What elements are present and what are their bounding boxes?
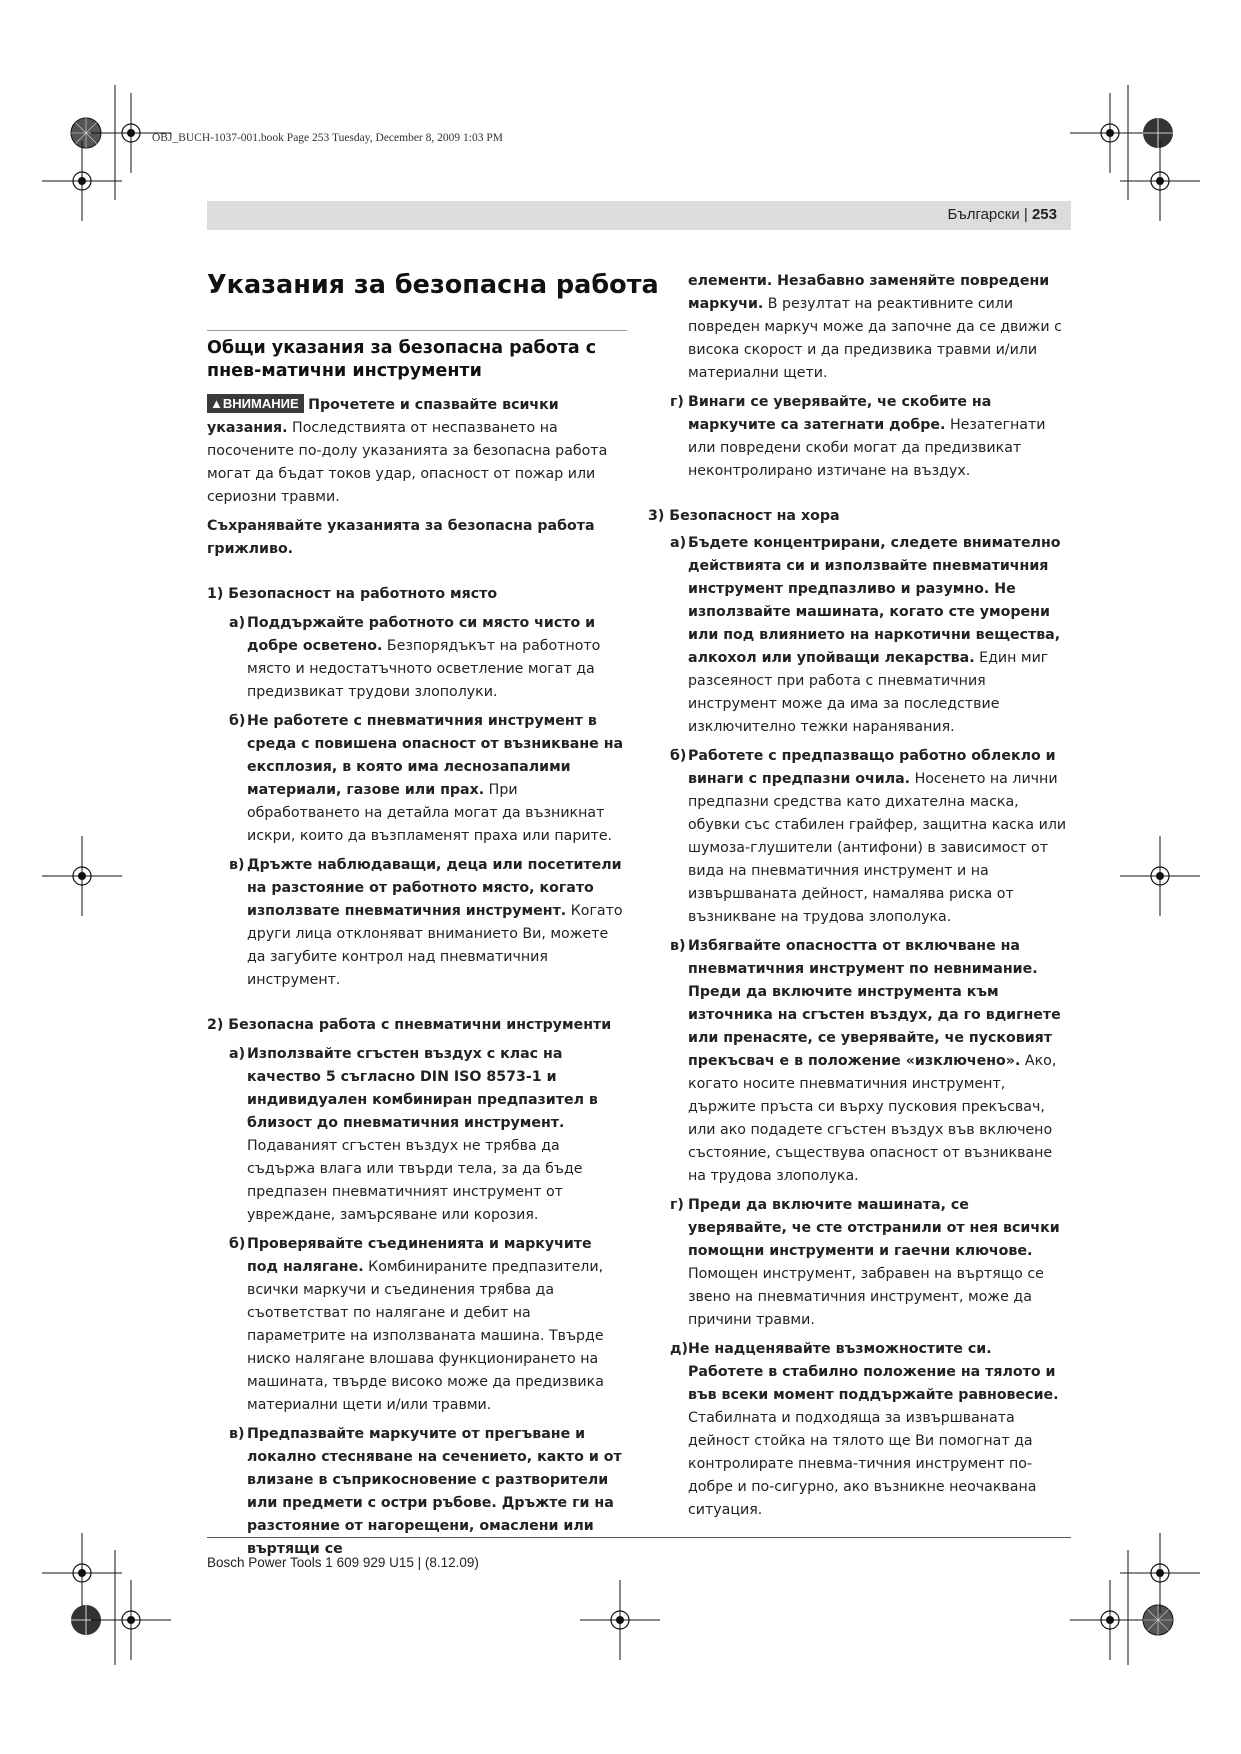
item-label: а) bbox=[670, 535, 687, 551]
registration-wheel-icon bbox=[1143, 1605, 1173, 1635]
item-label: в) bbox=[229, 857, 245, 873]
registration-cross-icon bbox=[42, 1533, 122, 1613]
section-subtitle: Общи указания за безопасна работа с пнев-матични инструменти bbox=[207, 338, 597, 381]
list-item bbox=[648, 1338, 1070, 1522]
registration-cross-icon bbox=[580, 1580, 660, 1660]
section-heading-1: 1) Безопасност на работното място bbox=[207, 586, 498, 602]
section-heading-3: 3) Безопасност на хора bbox=[648, 508, 840, 524]
registration-cross-icon bbox=[42, 141, 122, 221]
item-bold-text: елементи. Незабавно заменяйте повредени маркучи. bbox=[688, 273, 1050, 312]
item-bold-text: Избягвайте опасността от включване на пневматичния инструмент по невнимание. Преди да включите инструмента към източника на сгъстен въздух, да го вдигнете или пренасяте, се уверявайте, че пусковият прекъсвач е в положение «изключено». bbox=[688, 938, 1061, 1069]
list-item-continuation bbox=[648, 270, 1070, 385]
item-text: Носенето на лични предпазни средства като дихателна маска, обувки със стабилен грайфер, защитна каска или шумоза-глушители (антифони) в зависимост от вида на пневматичния инструмент и на извършваната дейност, намалява риска от възникване на трудова злополука. bbox=[688, 771, 1067, 925]
item-text: Безпорядъкът на работното място и недостатъчното осветление могат да предизвикат трудови злополуки. bbox=[247, 638, 601, 700]
item-bold-text: Не работете с пневматичния инструмент в среда с повишена опасност от възникване на експлозия, в която има леснозапалими материали, газове или прах. bbox=[247, 713, 624, 798]
page-header-text bbox=[947, 206, 1057, 223]
page-title: Указания за безопасна работа bbox=[207, 270, 659, 300]
item-bold-text: Дръжте наблюдаващи, деца или посетители на разстояние от работното място, когато използвате пневматичния инструмент. bbox=[247, 857, 622, 919]
item-label: г) bbox=[670, 394, 684, 410]
page-header-bar bbox=[207, 201, 1071, 230]
warning-bold-text: Прочетете и спазвайте всички указания. bbox=[207, 397, 559, 436]
item-bold-text: Не надценявайте възможностите си. Работете в стабилно положение на тялото и във всеки момент поддържайте равновесие. bbox=[688, 1341, 1059, 1403]
list-item bbox=[207, 1423, 627, 1561]
right-column bbox=[648, 270, 1070, 1522]
registration-cross-icon bbox=[1070, 1580, 1150, 1660]
list-item bbox=[648, 935, 1070, 1188]
registration-cross-icon bbox=[1120, 141, 1200, 221]
header-language: Български bbox=[947, 206, 1020, 223]
list-item bbox=[207, 612, 627, 704]
footer-rule bbox=[207, 1537, 1071, 1538]
header-separator: | bbox=[1023, 206, 1028, 223]
list-item bbox=[648, 532, 1070, 739]
item-label: г) bbox=[670, 1197, 684, 1213]
section-heading-2: 2) Безопасна работа с пневматични инструменти bbox=[207, 1017, 612, 1033]
list-item bbox=[207, 710, 627, 848]
item-bold-text: Предпазвайте маркучите от прегъване и локално стесняване на сечението, както и от влизане в съприкосновение с разтворители или предмети с остри ръбове. Дръжте ги на разстояние от нагорещени, омаслени или въртящи се bbox=[247, 1426, 622, 1557]
keep-notice: Съхранявайте указанията за безопасна работа грижливо. bbox=[207, 518, 595, 557]
item-label: б) bbox=[670, 748, 687, 764]
left-column bbox=[207, 394, 627, 1561]
item-label: а) bbox=[229, 615, 246, 631]
item-text: Подаваният сгъстен въздух не трябва да съдържа влага или твърди тела, за да бъде предпазен пневматичният инструмент от увреждане, замърсяване или корозия. bbox=[247, 1138, 583, 1223]
list-item bbox=[207, 1233, 627, 1417]
list-item bbox=[648, 391, 1070, 483]
registration-cross-icon bbox=[1120, 836, 1200, 916]
list-item bbox=[207, 854, 627, 992]
item-bold-text: Поддържайте работното си място чисто и добре осветено. bbox=[247, 615, 596, 654]
item-text: При обработването на детайла могат да възникнат искри, които да възпламенят праха или парите. bbox=[247, 782, 613, 844]
item-text: Един миг разсеяност при работа с пневматичния инструмент може да има за последствие изключително тежки наранявания. bbox=[688, 650, 1049, 735]
item-label: б) bbox=[229, 1236, 246, 1252]
item-bold-text: Винаги се уверявайте, че скобите на маркучите са затегнати добре. bbox=[688, 394, 992, 433]
item-bold-text: Използвайте сгъстен въздух с клас на качество 5 съгласно DIN ISO 8573-1 и индивидуален комбиниран предпазител в близост до пневматичния инструмент. bbox=[247, 1046, 598, 1131]
item-text: Незатегнати или повредени скоби могат да предизвикат неконтролирано изтичане на въздух. bbox=[688, 417, 1046, 479]
warning-badge bbox=[207, 394, 304, 413]
registration-cross-icon bbox=[42, 836, 122, 916]
registration-cross-icon bbox=[1070, 93, 1150, 173]
item-label: д) bbox=[670, 1341, 688, 1357]
book-file-line: OBJ_BUCH-1037-001.book Page 253 Tuesday, December 8, 2009 1:03 PM bbox=[152, 132, 503, 144]
item-bold-text: Бъдете концентрирани, следете внимателно действията си и използвайте пневматичния инструмент предпазливо и разумно. Не използвайте машината, когато сте уморени или под влиянието на наркотични вещества, алкохол или упойващи лекарства. bbox=[688, 535, 1061, 666]
registration-cross-icon bbox=[1120, 1533, 1200, 1613]
warning-paragraph bbox=[207, 394, 627, 509]
page-footer: Bosch Power Tools 1 609 929 U15 | (8.12.09) bbox=[207, 1555, 479, 1570]
list-item bbox=[207, 1043, 627, 1227]
item-label: в) bbox=[229, 1426, 245, 1442]
item-text: Когато други лица отклоняват вниманието Ви, можете да загубите контрол над пневматичния инструмент. bbox=[247, 903, 623, 988]
item-text: Помощен инструмент, забравен на въртящо се звено на пневматичния инструмент, може да причини травми. bbox=[688, 1266, 1044, 1328]
warning-badge-label: ВНИМАНИЕ bbox=[222, 396, 299, 411]
subtitle-rule bbox=[207, 330, 627, 331]
item-label: б) bbox=[229, 713, 246, 729]
item-text: В резултат на реактивните сили повреден маркуч може да започне да се движи с висока скорост и да предизвика травми и/или материални щети. bbox=[688, 296, 1062, 381]
registration-cross-icon bbox=[91, 1580, 171, 1660]
warning-triangle-icon: ▲ bbox=[210, 396, 223, 411]
item-bold-text: Преди да включите машината, се уверявайте, че сте отстранили от нея всички помощни инструменти и гаечни ключове. bbox=[688, 1197, 1060, 1259]
item-text: Стабилната и подходяща за извършваната дейност стойка на тялото ще Ви помогнат да контролирате пневма-тичния инструмент по-добре и по-сигурно, ако възникне неочаквана ситуация. bbox=[688, 1410, 1037, 1518]
registration-wheel-icon bbox=[1143, 118, 1173, 148]
list-item bbox=[648, 745, 1070, 929]
list-item bbox=[648, 1194, 1070, 1332]
item-text: Комбинираните предпазители, всички маркучи и съединения трябва да съответстват по налягане и дебит на параметрите на използваната машина. Твърде ниско налягане влошава функционирането на машината, твърде високо може да предизвика материални щети и/или травми. bbox=[247, 1259, 604, 1413]
item-bold-text: Работете с предпазващо работно облекло и винаги с предпазни очила. bbox=[688, 748, 1056, 787]
item-text: Ако, когато носите пневматичния инструмент, държите пръста си върху пусковия прекъсвач, или ако подадете сгъстен въздух във включено състояние, съществува опасност от възникване на трудова злополука. bbox=[688, 1053, 1057, 1184]
item-bold-text: Проверявайте съединенията и маркучите под налягане. bbox=[247, 1236, 592, 1275]
warning-text: Последствията от неспазването на посочените по-долу указанията за безопасна работа могат да бъдат токов удар, опасност от пожар или сериозни травми. bbox=[207, 420, 608, 505]
item-label: в) bbox=[670, 938, 686, 954]
page-number: 253 bbox=[1031, 206, 1057, 223]
item-label: а) bbox=[229, 1046, 246, 1062]
